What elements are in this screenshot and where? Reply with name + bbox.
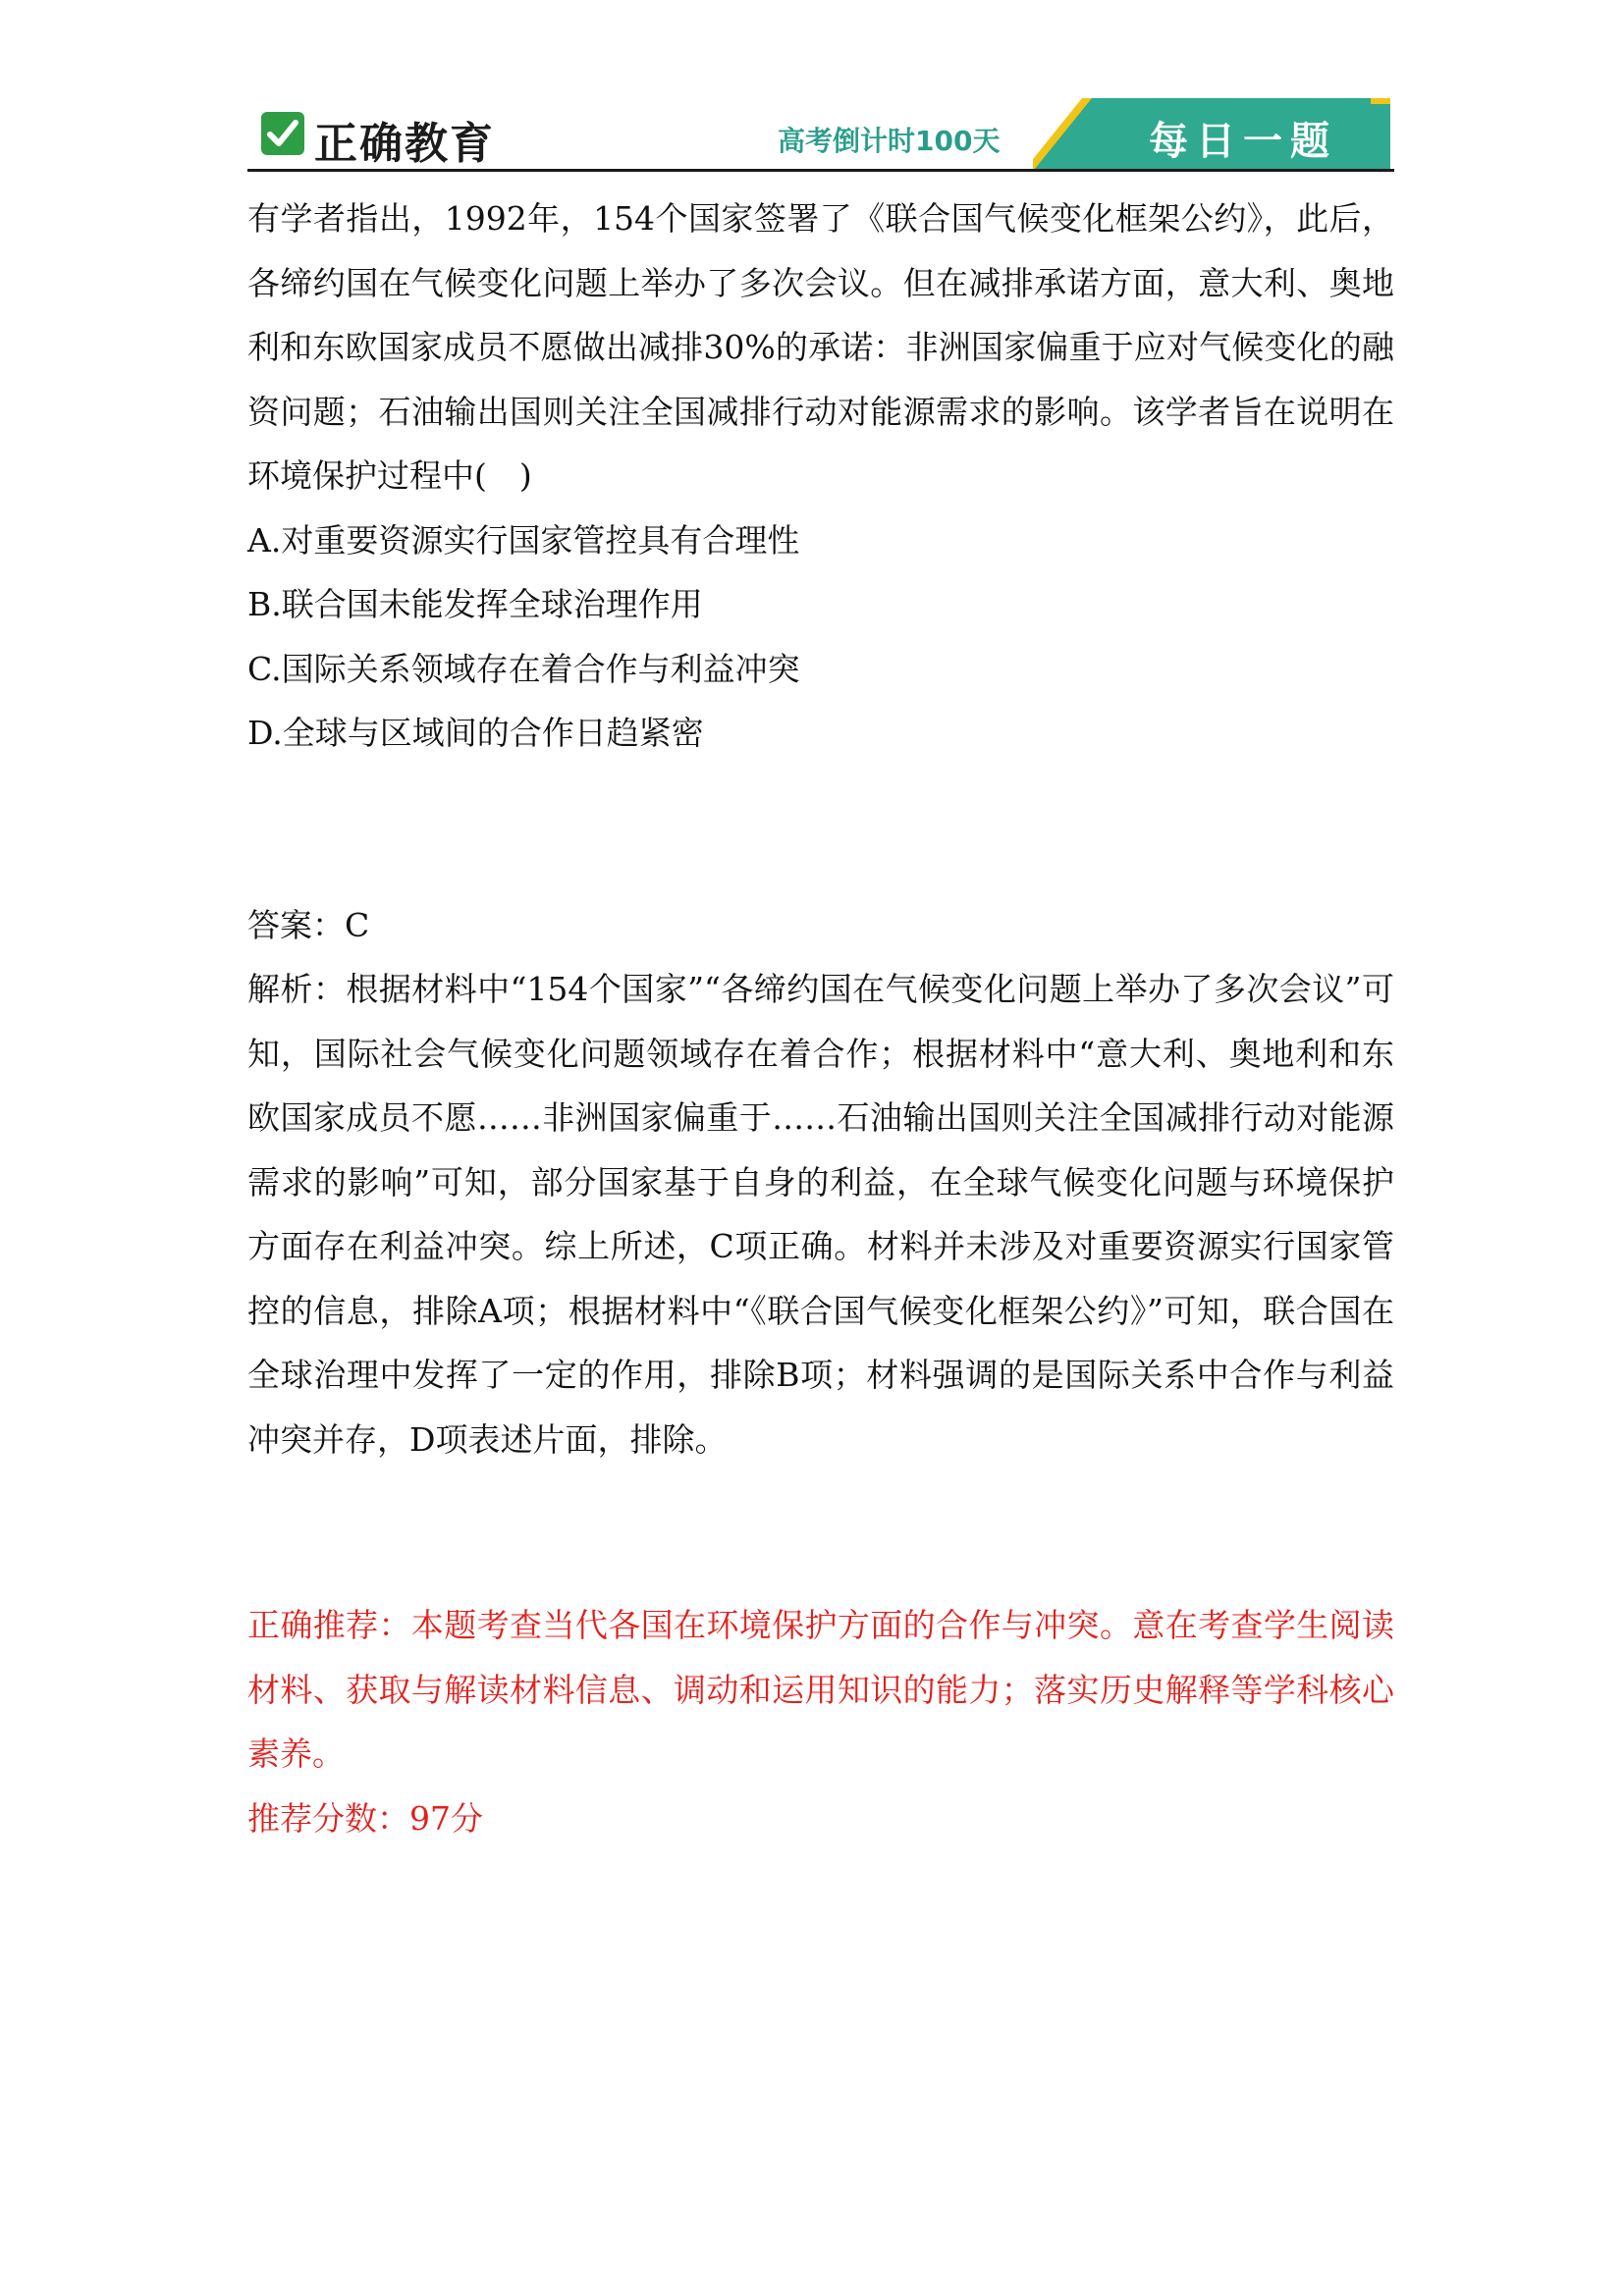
recommendation-score: 推荐分数：97分: [247, 1798, 483, 1838]
spacer: [247, 1471, 1394, 1593]
option-c: C.国际关系领域存在着合作与利益冲突: [247, 649, 800, 688]
countdown-label: 高考倒计时100天: [778, 125, 1001, 157]
option-b: B.联合国未能发挥全球治理作用: [247, 585, 703, 623]
analysis-text: 解析：根据材料中“154个国家”“各缔约国在气候变化问题上举办了多次会议”可知，国际社会气候变化问题领域存在着合作；根据材料中“意大利、奥地利和东欧国家成员不愿……非洲国家偏重于……石油输出国则关注全国减排行动对能源需求的影响”可知，部分国家基于自身的利益，在全球气候变化问题与环境保护方面存在利益冲突。综上所述，C项正确。材料并未涉及对重要资源实行国家管控的信息，排除A项；根据材料中“《联合国气候变化框架公约》”可知，联合国在全球治理中发挥了一定的作用，排除B项；材料强调的是国际关系中合作与利益冲突并存，D项表述片面，排除。: [247, 970, 1394, 1459]
check-logo-icon: [261, 112, 304, 155]
option-d: D.全球与区域间的合作日趋紧密: [247, 714, 704, 752]
daily-question-badge: [1033, 98, 1390, 169]
recommendation-text: 正确推荐：本题考查当代各国在环境保护方面的合作与冲突。意在考查学生阅读材料、获取与解读材料信息、调动和运用知识的能力；落实历史解释等学科核心素养。: [247, 1606, 1394, 1773]
daily-question-label: 每日一题: [1149, 119, 1337, 164]
answer-label: 答案：C: [247, 905, 370, 944]
option-a: A.对重要资源实行国家管控具有合理性: [247, 520, 800, 560]
question-stem: 有学者指出，1992年，154个国家签署了《联合国气候变化框架公约》，此后，各缔约国在气候变化问题上举办了多次会议。但在减排承诺方面，意大利、奥地利和东欧国家成员不愿做出减排30%的承诺：非洲国家偏重于应对气候变化的融资问题；石油输出国则关注全国减排行动对能源需求的影响。该学者旨在说明在环境保护过程中( ): [247, 199, 1394, 495]
header-banner: [247, 98, 1390, 169]
question-content: [247, 187, 1394, 1850]
header-divider: [247, 169, 1394, 172]
brand-name: 正确教育: [314, 119, 495, 169]
spacer: [247, 766, 1394, 893]
